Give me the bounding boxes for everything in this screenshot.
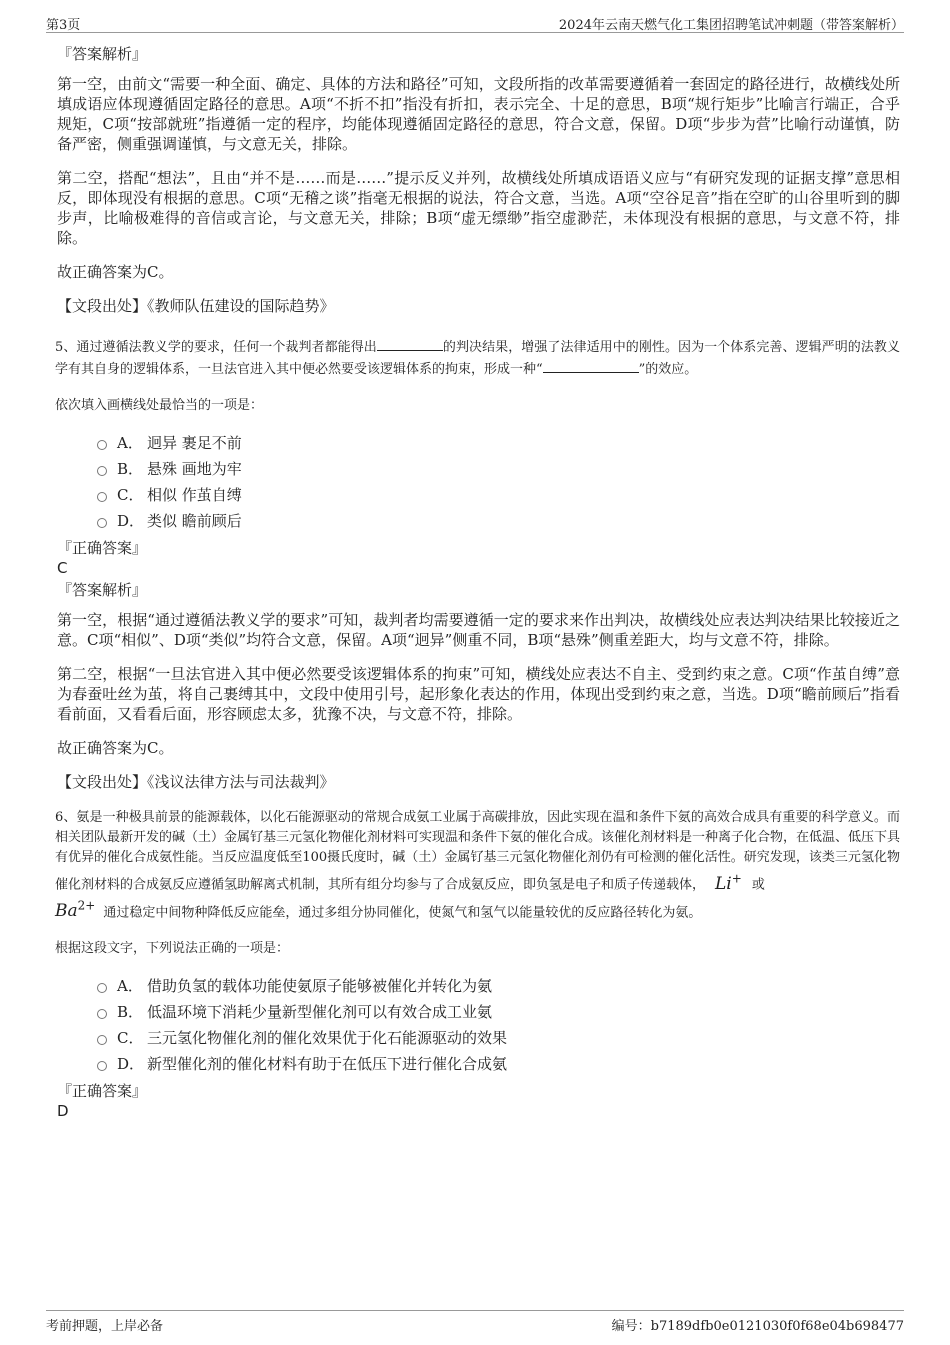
source-citation: 【文段出处】《浅议法律方法与司法裁判》: [57, 773, 335, 791]
option-list: [97, 430, 900, 534]
document-code: 编号：b7189dfb0e0121030f0f68e04b698477: [611, 1319, 904, 1334]
radio-button[interactable]: [97, 1009, 107, 1019]
page-header: [46, 12, 904, 33]
question-5: [55, 336, 900, 792]
analysis-label: 『答案解析』: [57, 581, 148, 599]
math-li-ion: Li+: [715, 871, 742, 894]
analysis-paragraph: 第一空，由前文“需要一种全面、确定、具体的方法和路径”可知，文段所指的改革需要遵循着一套固定的路径进行，故横线处所填成语应体现遵循固定路径的意思。A项“不折不扣”指没有折扣，表示完全、十足的意思，B项“规行矩步”比喻言行端正，合乎规矩，C项“按部就班”指遵循一定的程序，均能体现遵循固定路径的意思，符合文意，保留。D项“步步为营”比喻行动谨慎，防备严密，侧重强调谨慎，与文意无关，排除。: [57, 75, 900, 153]
radio-button[interactable]: [97, 440, 107, 450]
radio-button[interactable]: [97, 1061, 107, 1071]
correct-answer-label: 『正确答案』: [57, 539, 148, 557]
correct-answer: D: [57, 1102, 69, 1121]
math-ba-ion: $Ba^{2+}$: [55, 898, 96, 922]
analysis-conclusion: 故正确答案为C。: [57, 739, 174, 757]
question-6: [55, 808, 900, 1121]
source-citation: 【文段出处】《教师队伍建设的国际趋势》: [57, 297, 335, 315]
section-prev-analysis: [55, 44, 900, 316]
document-title: 2024年云南天燃气化工集团招聘笔试冲刺题（带答案解析）: [558, 18, 904, 33]
radio-button[interactable]: [97, 466, 107, 476]
option-c[interactable]: C． 三元氢化物催化剂的催化效果优于化石能源驱动的效果: [97, 1025, 900, 1051]
radio-button[interactable]: [97, 1035, 107, 1045]
correct-answer-label: 『正确答案』: [57, 1082, 148, 1101]
question-prompt: 根据这段文字，下列说法正确的一项是：: [55, 941, 290, 957]
analysis-paragraph: 第一空，根据“通过遵循法教义学的要求”可知，裁判者均需要遵循一定的要求来作出判决，故横线处应表达判决结果比较接近之意。C项“相似”、D项“类似”均符合文意，保留。A项“迥异”侧重不同，B项“悬殊”侧重差距大，均与文意不符，排除。: [57, 611, 900, 649]
analysis-paragraph: 第二空，搭配“想法”，且由“并不是……而是……”提示反义并列，故横线处所填成语语义应与“有研究发现的证据支撑”意思相反，即体现没有根据的意思。C项“无稽之谈”指毫无根据的说法，符合文意，当选。A项“空谷足音”指在空旷的山谷里听到的脚步声，比喻极难得的音信或言论，与文意无关，排除；B项“虚无缥缈”指空虚渺茫，未体现没有根据的意思，与文意不符，排除。: [57, 169, 900, 247]
radio-button[interactable]: [97, 492, 107, 502]
option-a[interactable]: A． 借助负氢的载体功能使氨原子能够被催化并转化为氨: [97, 973, 900, 999]
radio-button[interactable]: [97, 983, 107, 993]
question-prompt: 依次填入画横线处最恰当的一项是：: [55, 398, 264, 413]
option-list: [97, 973, 900, 1077]
option-c[interactable]: C． 相似 作茧自缚: [97, 482, 900, 508]
correct-answer: C: [57, 559, 68, 577]
answer-blank: [377, 336, 443, 351]
option-d[interactable]: D． 新型催化剂的催化材料有助于在低压下进行催化合成氨: [97, 1051, 900, 1077]
option-a[interactable]: A． 迥异 裹足不前: [97, 430, 900, 456]
footer-slogan: 考前押题，上岸必备: [46, 1319, 164, 1334]
answer-blank: [543, 358, 639, 373]
option-b[interactable]: B． 低温环境下消耗少量新型催化剂可以有效合成工业氨: [97, 999, 900, 1025]
analysis-label: 『答案解析』: [57, 45, 148, 63]
question-text: 6、氨是一种极具前景的能源载体，以化石能源驱动的常规合成氨工业属于高碳排放，因此实现在温和条件下氨的高效合成具有重要的科学意义。而相关团队最新开发的碱（土）金属钌基三元氢化物催化剂材料可实现温和条件下氨的催化合成。该催化剂材料是一种离子化合物，在低温、低压下具有优异的催化合成氨性能。当反应温度低至100摄氏度时，碱（土）金属钌基三元氢化物催化剂仍有可检测的催化活性。研究发现，该类三元氢化物催化剂材料的合成氨反应遵循氢助解离式机制，其所有组分均参与了合成氨反应，即负氢是电子和质子传递载体， Li+ 或 $Ba^{2+}$ 通过稳定中间物种降低反应能垒，通过多组分协同催化，使氮气和氢气以能量较优的反应路径转化为氨。: [55, 810, 901, 922]
analysis-conclusion: 故正确答案为C。: [57, 263, 174, 281]
page-footer: [46, 1310, 904, 1335]
analysis-paragraph: 第二空，根据“一旦法官进入其中便必然要受该逻辑体系的拘束”可知，横线处应表达不自主、受到约束之意。C项“作茧自缚”意为春蚕吐丝为茧，将自己裹缚其中，文段中使用引号，起形象化表达的作用，体现出受到约束之意，当选。D项“瞻前顾后”指看看前面，又看看后面，形容顾虑太多，犹豫不决，与文意不符，排除。: [57, 665, 900, 723]
page-number: 第3页: [46, 18, 81, 33]
radio-button[interactable]: [97, 518, 107, 528]
option-d[interactable]: D． 类似 瞻前顾后: [97, 508, 900, 534]
document-body: [55, 44, 900, 1121]
question-text: 5、通过遵循法教义学的要求，任何一个裁判者都能得出 的判决结果，增强了法律适用中的刚性。因为一个体系完善、逻辑严明的法教义学有其自身的逻辑体系，一旦法官进入其中便必然要受该逻辑体系的拘束，形成一种“ ”的效应。: [55, 336, 900, 380]
option-b[interactable]: B． 悬殊 画地为牢: [97, 456, 900, 482]
